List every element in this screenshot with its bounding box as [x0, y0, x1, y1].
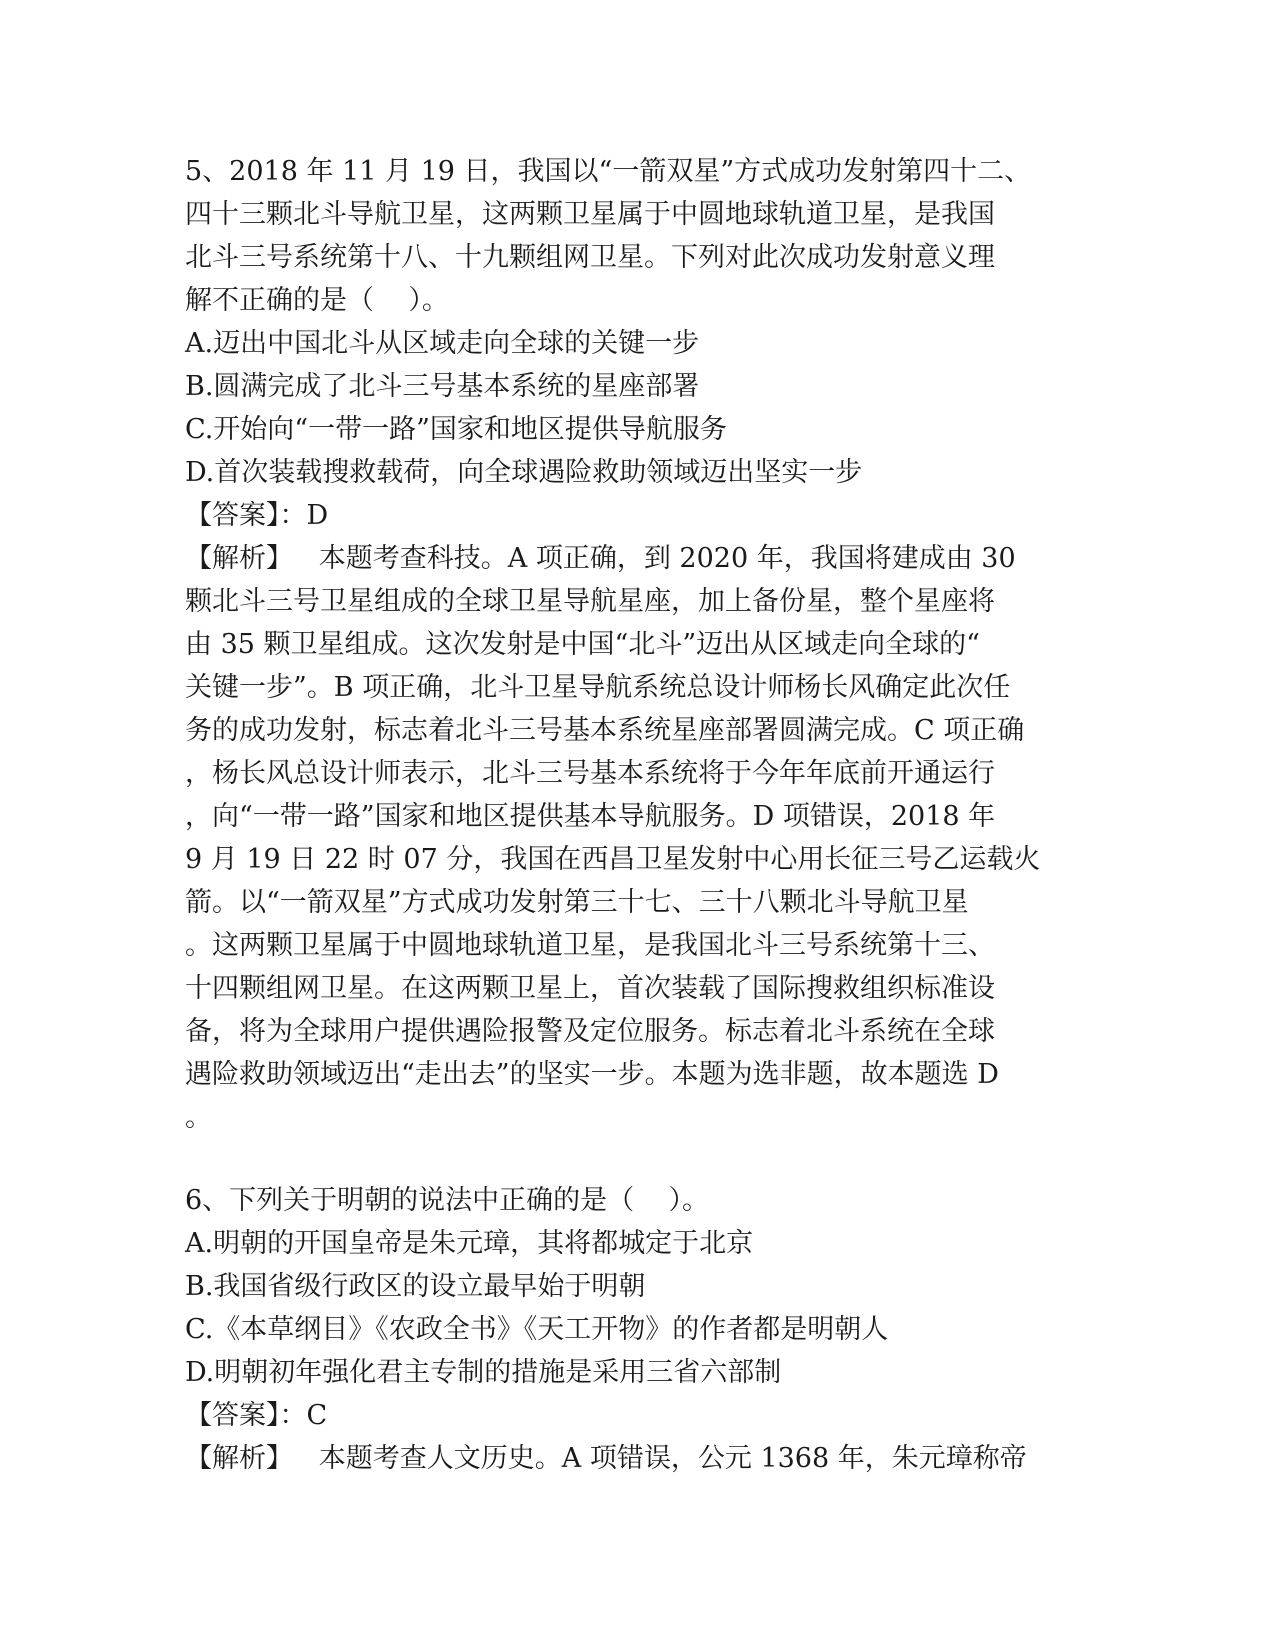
analysis-line: 。 — [185, 1102, 212, 1133]
analysis-line: ，杨长风总设计师表示，北斗三号基本系统将于今年年底前开通运行 — [185, 758, 995, 789]
analysis-line: 由 35 颗卫星组成。这次发射是中国“北斗”迈出从区域走向全球的“ — [185, 629, 980, 660]
question-gap — [185, 1139, 1085, 1179]
stem-line: 四十三颗北斗导航卫星，这两颗卫星属于中圆地球轨道卫星，是我国 — [185, 199, 995, 230]
analysis-line: ，向“一带一路”国家和地区提供基本导航服务。D 项错误，2018 年 — [185, 801, 996, 832]
option-b: B.我国省级行政区的设立最早始于明朝 — [185, 1271, 646, 1302]
option-list — [185, 322, 1085, 494]
answer-line: 【答案】：D — [185, 500, 329, 531]
question-stem — [185, 1179, 1085, 1222]
analysis-line: 十四颗组网卫星。在这两颗卫星上，首次装载了国际搜救组织标准设 — [185, 973, 995, 1004]
question-5 — [185, 150, 1085, 1139]
analysis-line: 务的成功发射，标志着北斗三号基本系统星座部署圆满完成。C 项正确 — [185, 715, 1025, 746]
stem-line: 北斗三号系统第十八、十九颗组网卫星。下列对此次成功发射意义理 — [185, 242, 995, 273]
option-a: A.迈出中国北斗从区域走向全球的关键一步 — [185, 328, 700, 359]
analysis-line: 。这两颗卫星属于中圆地球轨道卫星，是我国北斗三号系统第十三、 — [185, 930, 995, 961]
option-list — [185, 1222, 1085, 1394]
option-c: C.《本草纲目》《农政全书》《天工开物》的作者都是明朝人 — [185, 1314, 889, 1345]
stem-line: 解不正确的是（ ）。 — [185, 285, 449, 316]
analysis-line: 关键一步”。B 项正确，北斗卫星导航系统总设计师杨长风确定此次任 — [185, 672, 1011, 703]
answer-line: 【答案】：C — [185, 1400, 328, 1431]
analysis-line: 【解析】 本题考查人文历史。A 项错误，公元 1368 年，朱元璋称帝 — [185, 1443, 1027, 1474]
question-6 — [185, 1179, 1085, 1480]
option-d: D.首次装载搜救载荷，向全球遇险救助领域迈出坚实一步 — [185, 457, 863, 488]
option-d: D.明朝初年强化君主专制的措施是采用三省六部制 — [185, 1357, 782, 1388]
analysis — [185, 537, 1085, 1139]
option-a: A.明朝的开国皇帝是朱元璋，其将都城定于北京 — [185, 1228, 754, 1259]
stem-line: 5、2018 年 11 月 19 日，我国以“一箭双星”方式成功发射第四十二、 — [185, 156, 1032, 187]
analysis — [185, 1437, 1085, 1480]
analysis-line: 遇险救助领域迈出“走出去”的坚实一步。本题为选非题，故本题选 D — [185, 1059, 999, 1090]
analysis-line: 【解析】 本题考查科技。A 项正确，到 2020 年，我国将建成由 30 — [185, 543, 1016, 574]
analysis-line: 9 月 19 日 22 时 07 分，我国在西昌卫星发射中心用长征三号乙运载火 — [185, 844, 1041, 875]
question-stem — [185, 150, 1085, 322]
stem-line: 6、下列关于明朝的说法中正确的是（ ）。 — [185, 1185, 710, 1216]
analysis-line: 备，将为全球用户提供遇险报警及定位服务。标志着北斗系统在全球 — [185, 1016, 995, 1047]
option-c: C.开始向“一带一路”国家和地区提供导航服务 — [185, 414, 727, 445]
document-body — [185, 150, 1085, 1480]
option-b: B.圆满完成了北斗三号基本系统的星座部署 — [185, 371, 700, 402]
analysis-line: 箭。以“一箭双星”方式成功发射第三十七、三十八颗北斗导航卫星 — [185, 887, 969, 918]
analysis-line: 颗北斗三号卫星组成的全球卫星导航星座，加上备份星，整个星座将 — [185, 586, 995, 617]
